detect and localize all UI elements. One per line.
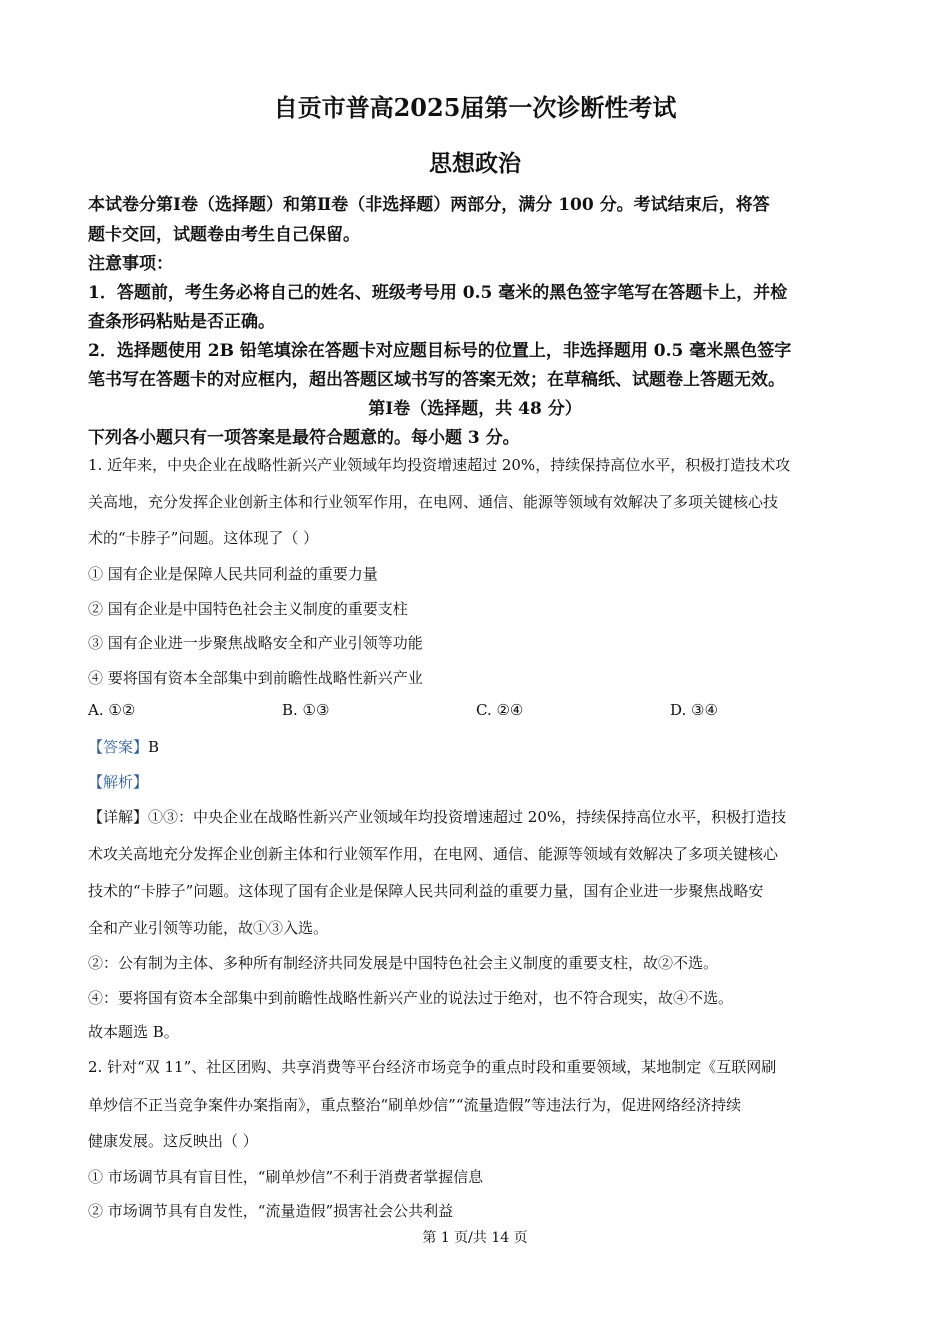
exam-title: 自贡市普高2025届第一次诊断性考试 xyxy=(273,93,677,122)
q1-conclusion: 故本题选 B。 xyxy=(88,1023,179,1041)
section-instruction: 下列各小题只有一项答案是最符合题意的。每小题 3 分。 xyxy=(88,428,520,448)
q2-stem-line-3: 健康发展。这反映出（ ） xyxy=(88,1132,258,1150)
intro-line-1: 本试卷分第Ⅰ卷（选择题）和第Ⅱ卷（非选择题）两部分，满分 100 分。考试结束后，将答 xyxy=(88,195,770,215)
page-footer: 第 1 页/共 14 页 xyxy=(422,1230,528,1246)
q1-stem-line-2: 关高地，充分发挥企业创新主体和行业领军作用，在电网、通信、能源等领域有效解决了多项关键核心技 xyxy=(88,493,779,511)
note-2-line-2: 笔书写在答题卡的对应框内，超出答题区域书写的答案无效；在草稿纸、试题卷上答题无效。 xyxy=(88,370,785,390)
note-2-line-1: 2．选择题使用 2B 铅笔填涂在答题卡对应题目标号的位置上，非选择题用 0.5 毫米黑色签字 xyxy=(88,341,792,361)
q1-option-c: C. ②④ xyxy=(476,701,524,719)
analysis-label: 【解析】 xyxy=(88,773,149,791)
q1-item-4: ④ 要将国有资本全部集中到前瞻性战略性新兴产业 xyxy=(88,669,423,687)
note-1-line-1: 1．答题前，考生务必将自己的姓名、班级考号用 0.5 毫米的黑色签字笔写在答题卡上，并检 xyxy=(88,283,788,303)
subject-title: 思想政治 xyxy=(429,150,521,177)
q2-stem-line-1: 2. 针对“双 11”、社区团购、共享消费等平台经济市场竞争的重点时段和重要领域，某地制定《互联网刷 xyxy=(88,1058,777,1076)
q1-item-3: ③ 国有企业进一步聚焦战略安全和产业引领等功能 xyxy=(88,634,423,652)
q1-detail-line-5: ②：公有制为主体、多种所有制经济共同发展是中国特色社会主义制度的重要支柱，故②不选。 xyxy=(88,954,719,972)
q1-option-d: D. ③④ xyxy=(670,701,718,719)
section-title: 第Ⅰ卷（选择题，共 48 分） xyxy=(368,399,582,419)
q1-item-1: ① 国有企业是保障人民共同利益的重要力量 xyxy=(88,565,378,583)
answer-label: 【答案】 xyxy=(88,738,149,756)
intro-line-2: 题卡交回，试题卷由考生自己保留。 xyxy=(88,225,360,245)
q1-detail-line-1: 【详解】①③：中央企业在战略性新兴产业领域年均投资增速超过 20%，持续保持高位水平，积极打造技 xyxy=(88,808,787,826)
q2-stem-line-2: 单炒信不正当竞争案件办案指南》，重点整治“刷单炒信”“流量造假”等违法行为，促进网络经济持续 xyxy=(88,1096,742,1114)
notes-title: 注意事项： xyxy=(88,254,173,274)
q2-item-1: ① 市场调节具有盲目性，“刷单炒信”不利于消费者掌握信息 xyxy=(88,1168,484,1186)
q1-answer xyxy=(88,736,159,757)
q1-stem-line-1: 1. 近年来，中央企业在战略性新兴产业领域年均投资增速超过 20%，持续保持高位水平，积极打造技术攻 xyxy=(88,456,791,474)
q1-stem-line-3: 术的“卡脖子”问题。这体现了（ ） xyxy=(88,529,319,547)
q1-item-2: ② 国有企业是中国特色社会主义制度的重要支柱 xyxy=(88,600,408,618)
q1-detail-line-2: 术攻关高地充分发挥企业创新主体和行业领军作用，在电网、通信、能源等领域有效解决了多项关键核心 xyxy=(88,845,779,863)
q2-item-2: ② 市场调节具有自发性，“流量造假”损害社会公共利益 xyxy=(88,1202,454,1220)
answer-value: B xyxy=(148,738,160,756)
note-1-line-2: 查条形码粘贴是否正确。 xyxy=(88,312,275,332)
q1-option-b: B. ①③ xyxy=(282,701,330,719)
q1-option-a: A. ①② xyxy=(88,701,136,719)
q1-detail-line-4: 全和产业引领等功能，故①③入选。 xyxy=(88,919,329,937)
q1-detail-line-6: ④：要将国有资本全部集中到前瞻性战略性新兴产业的说法过于绝对，也不符合现实，故④不选。 xyxy=(88,989,734,1007)
q1-detail-line-3: 技术的“卡脖子”问题。这体现了国有企业是保障人民共同利益的重要力量，国有企业进一步聚焦战略安 xyxy=(88,882,764,900)
